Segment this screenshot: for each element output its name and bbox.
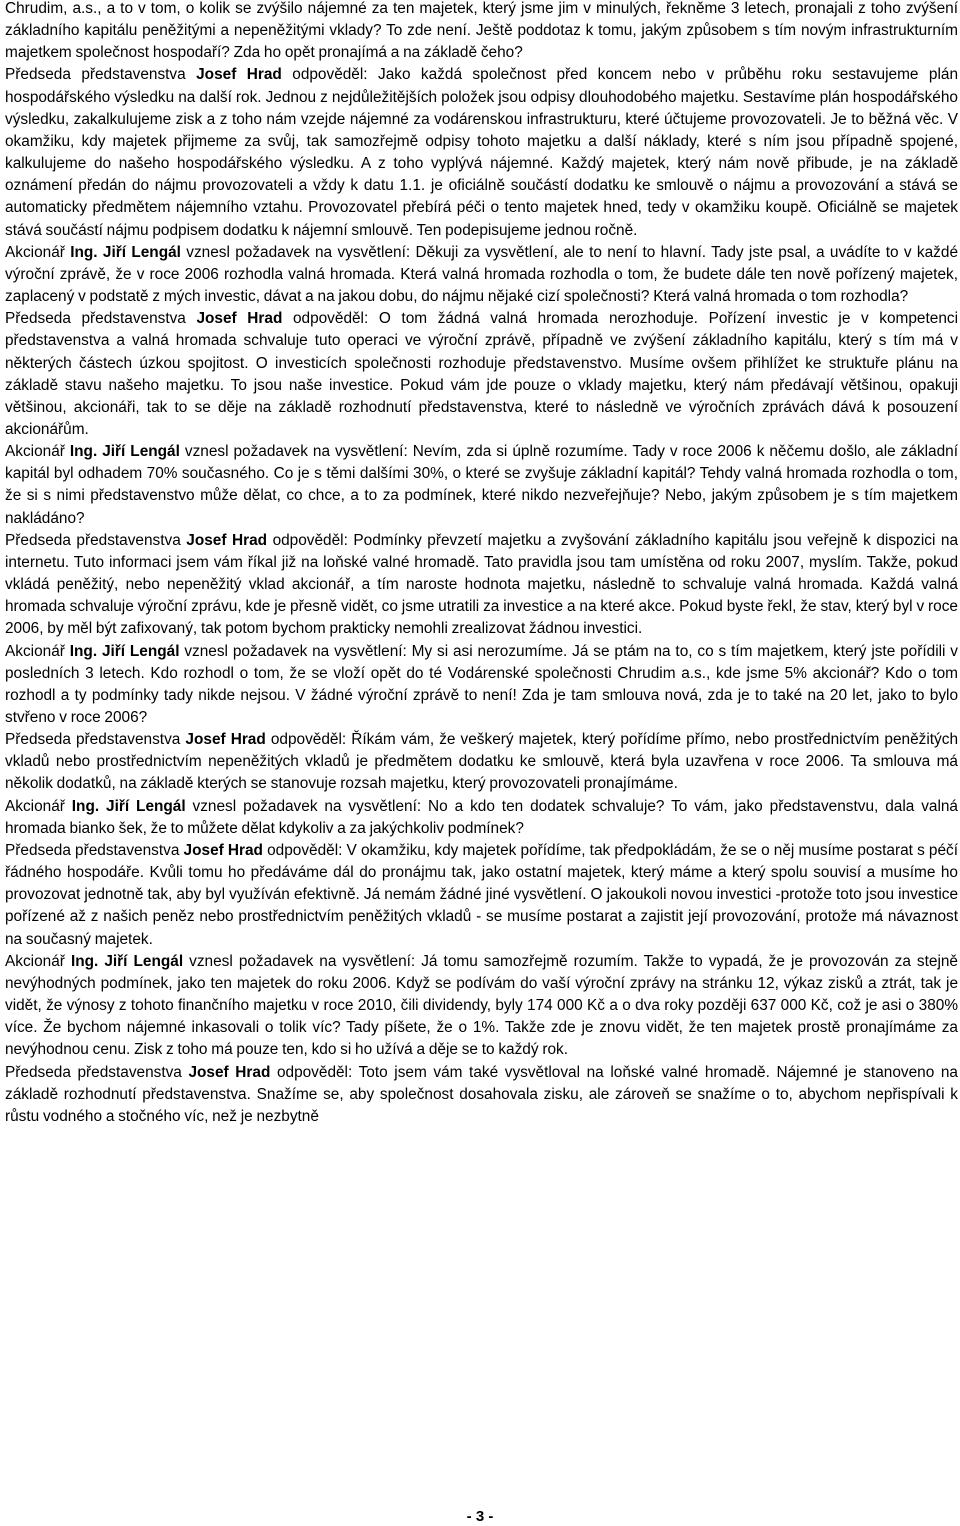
paragraph-text: vznesl požadavek na vysvětlení: No a kdo ten dodatek schvaluje? To vám, jako představenstvu, dala valná hromada bianko šek, že to můžete dělat kdykoliv a za jakýchkoliv podmínek? <box>5 797 958 837</box>
document-body <box>5 0 958 1128</box>
paragraph <box>5 530 958 641</box>
speaker-name: Josef Hrad <box>196 310 283 328</box>
paragraph <box>5 641 958 730</box>
paragraph <box>5 796 958 840</box>
paragraph-text: vznesl požadavek na vysvětlení: Děkuji za vysvětlení, ale to není to hlavní. Tady jste psal, a uvádíte to v každé výroční zprávě, že v roce 2006 rozhodla valná hromada. Která valná hromada rozhodla o tom, že budete dále ten nově pořízený majetek, zaplacený v podstatě z mých investic, dávat a na jakou dobu, do nájmu nějaké cizí společnosti? Která valná hromada o tom rozhodla? <box>5 243 958 306</box>
paragraph <box>5 441 958 530</box>
paragraph-text: Předseda představenstva <box>5 1063 189 1081</box>
paragraph-text: Předseda představenstva <box>5 66 197 84</box>
speaker-name: Ing. Jiří Lengál <box>69 443 180 461</box>
paragraph-text: vznesl požadavek na vysvětlení: Já tomu samozřejmě rozumím. Takže to vypadá, že je provozován za stejně nevýhodných podmínek, jako ten majetek do roku 2006. Když se podívám do vaší výroční zprávy na stránku 12, výkaz zisků a ztrát, tak je vidět, že výnosy z tohoto finančního majetku v roce 2010, čili dividendy, byly 174 000 Kč a o dva roky později 637 000 Kč, což je asi o 380% více. Že bychom nájemné inkasovali o tolik víc? Tady píšete, že o 1%. Takže zde je znovu vidět, že ten majetek prostě pronajímáme za nevýhodnou cenu. Zisk z toho má pouze ten, kdo si ho užívá a děje se to každý rok. <box>5 952 958 1059</box>
paragraph <box>5 0 958 64</box>
paragraph-text: vznesl požadavek na vysvětlení: Nevím, zda si úplně rozumíme. Tady v roce 2006 k něčemu došlo, ale základní kapitál byl odhadem 70% současného. Co je s těmi dalšími 30%, o které se zvyšuje základní kapitál? Tehdy valná hromada rozhodla o tom, že si s nimi představenstvo může dělat, co chce, a to za podmínek, které nikdo nezveřejňuje? Nebo, jakým způsobem je s tím majetkem nakládáno? <box>5 443 959 527</box>
paragraph <box>5 729 958 795</box>
speaker-name: Josef Hrad <box>196 66 282 84</box>
paragraph-text: odpověděl: Podmínky převzetí majetku a zvyšování základního kapitálu jsou veřejně k dispozici na internetu. Tuto informaci jsem vám říkal již na loňské valné hromadě. Tato pravidla jsou tam umístěna od roku 2007, myslím. Takže, pokud vkládá peněžitý, nebo nepeněžitý vklad akcionář, a tím naroste hodnota majetku, následně to schvaluje valná hromada. Každá valná hromada schvaluje výroční zprávu, kde je přesně vidět, co jsme utratili za investice a na které akce. Pokud byste řekl, že stav, který byl v roce 2006, by měl být zafixovaný, tak potom bychom prakticky nemohli zrealizovat žádnou investici. <box>5 531 959 638</box>
speaker-name: Ing. Jiří Lengál <box>71 797 186 815</box>
speaker-name: Josef Hrad <box>188 1063 271 1081</box>
speaker-name: Ing. Jiří Lengál <box>70 952 184 970</box>
paragraph <box>5 951 958 1062</box>
paragraph <box>5 64 958 241</box>
paragraph-text: Akcionář <box>5 797 72 815</box>
paragraph-text: Předseda představenstva <box>5 310 197 328</box>
paragraph-text: Akcionář <box>5 952 71 970</box>
page-number: - 3 - <box>466 1508 494 1525</box>
speaker-name: Ing. Jiří Lengál <box>69 642 180 660</box>
paragraph-text: odpověděl: Jako každá společnost před koncem nebo v průběhu roku sestavujeme plán hospodářského výsledku na další rok. Jednou z nejdůležitějších položek jsou odpisy dlouhodobého majetku. Sestavíme plán hospodářského výsledku, zakalkulujeme zisk a z toho nám vzejde nájemné za vodárenskou infrastrukturu, které účtujeme provozovateli. Je to běžná věc. V okamžiku, kdy majetek přijmeme za svůj, tak samozřejmě odpisy tohoto majetku a další náklady, které s ním jsou případně spojené, kalkulujeme do našeho hospodářského výsledku. A z toho vyplývá nájemné. Každý majetek, který nám nově přibude, je na základě oznámení předán do nájmu provozovateli a vždy k datu 1.1. je oficiálně součástí dodatku ke smlouvě o nájmu a provozování a stává se automaticky předmětem nájemního vztahu. Provozovatel přebírá péči o tento majetek hned, tedy v okamžiku koupě. Oficiálně se majetek stává součástí nájmu podpisem dodatku k nájemní smlouvě. Ten podepisujeme jednou ročně. <box>5 66 959 239</box>
speaker-name: Josef Hrad <box>183 841 263 859</box>
paragraph-text: odpověděl: Toto jsem vám také vysvětloval na loňské valné hromadě. Nájemné je stanoveno na základě rozhodnutí představenstva. Snažíme se, aby společnost dosahovala zisku, ale zároveň se snažíme o to, abychom nepřispívali k růstu vodného a stočného víc, než je nezbytně <box>5 1063 958 1125</box>
speaker-name: Josef Hrad <box>185 731 266 749</box>
paragraph-text: Předseda představenstva <box>5 841 184 859</box>
paragraph-text: odpověděl: Říkám vám, že veškerý majetek, který pořídíme přímo, nebo prostřednictvím peněžitých vkladů nebo prostřednictvím nepeněžitých vkladů je předmětem dodatku ke smlouvě, která byla uzavřena v roce 2006. Ta smlouva má několik dodatků, na základě kterých se stanovuje rozsah majetku, který provozovateli pronajímáme. <box>5 731 959 793</box>
paragraph <box>5 242 958 308</box>
paragraph <box>5 1062 958 1128</box>
paragraph-text: vznesl požadavek na vysvětlení: My si asi nerozumíme. Já se ptám na to, co s tím majetkem, který jste pořídili v posledních 3 letech. Kdo rozhodl o tom, že se vloží opět do té Vodárenské společnosti Chrudim a.s., kde jsme 5% akcionář? Kdo o tom rozhodl a ty podmínky tady nikde nejsou. V žádné výroční zprávě to není! Zda je tam smlouva nová, zda je to také na 20 let, jako to bylo stvřeno v roce 2006? <box>5 642 959 726</box>
paragraph-text: Předseda představenstva <box>5 531 187 549</box>
paragraph-text: Akcionář <box>5 642 70 660</box>
paragraph-text: Akcionář <box>5 243 71 261</box>
paragraph <box>5 840 958 951</box>
paragraph-text: odpověděl: V okamžiku, kdy majetek pořídíme, tak předpokládám, že se o něj musíme postarat s péčí řádného hospodáře. Kvůli tomu ho předáváme dál do pronájmu tak, jako ostatní majetek, který máme a který spolu souvisí a musíme ho provozovat jednotně tak, aby byl využíván efektivně. Já nemám žádné jiné vysvětlení. O jakoukoli novou investici -protože toto jsou investice pořízené až z našich peněz nebo prostřednictvím peněžitých vkladů - se musíme postarat a zajistit její provozování, protože má návaznost na současný majetek. <box>5 841 959 948</box>
speaker-name: Josef Hrad <box>186 531 268 549</box>
paragraph <box>5 308 958 441</box>
paragraph-text: Akcionář <box>5 443 70 461</box>
paragraph-text: odpověděl: O tom žádná valná hromada nerozhoduje. Pořízení investic je v kompetenci představenstva a valná hromada schvaluje tuto operaci ve výroční zprávě, případně ve zvýšení základního kapitálu, který s tím má v některých částech úzkou spojitost. O investicích společnosti rozhoduje představenstvo. Musíme ovšem přihlížet ke struktuře plánu na základě stavu našeho majetku. To jsou naše investice. Pokud vám jde pouze o vklady majetku, který nám předávají většinou, opakuji většinou, akcionáři, tak to se děje na základě rozhodnutí představenstva, které to následně ve výročních zprávách dává k posouzení akcionářům. <box>5 310 958 438</box>
paragraph-text: Předseda představenstva <box>5 731 186 749</box>
speaker-name: Ing. Jiří Lengál <box>70 243 181 261</box>
paragraph-text: Chrudim, a.s., a to v tom, o kolik se zvýšilo nájemné za ten majetek, který jsme jim v minulých, řekněme 3 letech, pronajali z toho zvýšení základního kapitálu peněžitými a nepeněžitými vklady? To zde není. Ještě poddotaz k tomu, jakým způsobem s tím novým infrastrukturním majetkem společnost hospodaří? Zda ho opět pronajímá a na základě čeho? <box>5 0 958 62</box>
